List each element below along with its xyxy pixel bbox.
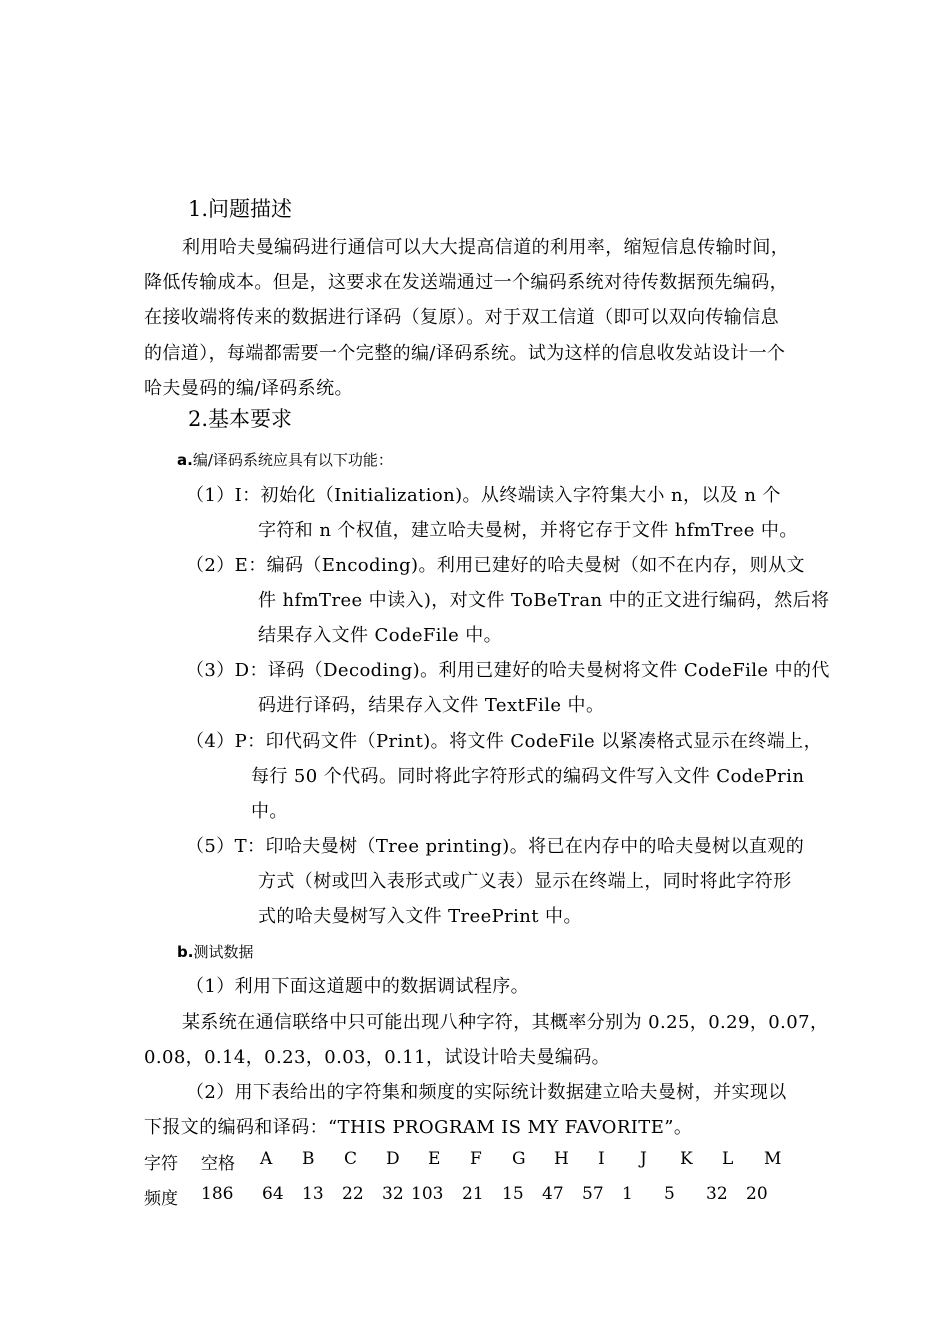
function-item-line: （5）T：印哈夫曼树（Tree printing)。将已在内存中的哈夫曼树以直观的 [186, 836, 805, 857]
function-item-line: （3）D：译码（Decoding)。利用已建好的哈夫曼树将文件 CodeFile 中的代 [186, 660, 830, 681]
function-item-line: （4）P：印代码文件（Print)。将文件 CodeFile 以紧凑格式显示在终端上， [186, 731, 822, 752]
table-cell: D [386, 1149, 400, 1169]
table-cell: L [722, 1149, 734, 1169]
table-cell: 15 [502, 1184, 524, 1204]
paragraph-line: 的信道），每端都需要一个完整的编/译码系统。试为这样的信息收发站设计一个 [144, 343, 786, 364]
table-cell: 186 [201, 1184, 234, 1204]
section-heading-1: 1.问题描述 [188, 197, 293, 221]
table-cell: 64 [262, 1184, 284, 1204]
paragraph-line: 利用哈夫曼编码进行通信可以大大提高信道的利用率，缩短信息传输时间， [182, 237, 790, 258]
function-item-line: （2）E：编码（Encoding)。利用已建好的哈夫曼树（如不在内存，则从文 [186, 555, 805, 576]
paragraph-line: 降低传输成本。但是，这要求在发送端通过一个编码系统对待传数据预先编码， [144, 272, 788, 293]
table-cell: 103 [411, 1184, 444, 1204]
table-cell: G [512, 1149, 526, 1169]
table-cell: 13 [302, 1184, 324, 1204]
table-cell: 20 [746, 1184, 768, 1204]
table-cell: H [554, 1149, 569, 1169]
function-item-line: 中。 [251, 801, 288, 822]
table-cell: 22 [342, 1184, 364, 1204]
table-cell: F [470, 1149, 482, 1169]
function-item-line: 字符和 n 个权值，建立哈夫曼树，并将它存于文件 hfmTree 中。 [258, 520, 798, 541]
table-cell: 空格 [201, 1154, 235, 1174]
section-heading-2: 2.基本要求 [188, 407, 293, 431]
function-item-line: 每行 50 个代码。同时将此字符形式的编码文件写入文件 CodePrin [251, 766, 805, 787]
paragraph-line: 在接收端将传来的数据进行译码（复原）。对于双工信道（即可以双向传输信息 [144, 307, 779, 328]
table-cell: 21 [462, 1184, 484, 1204]
function-item-line: （1）I：初始化（Initialization)。从终端读入字符集大小 n，以及 n 个 [186, 485, 781, 506]
table-cell: 1 [622, 1184, 633, 1204]
table-cell: 32 [382, 1184, 404, 1204]
table-cell: 47 [542, 1184, 564, 1204]
table-cell: K [680, 1149, 693, 1169]
test-line: 下报文的编码和译码：“THIS PROGRAM IS MY FAVORITE”。 [144, 1117, 693, 1138]
subsection-b-label: b. [177, 943, 194, 961]
test-line: （2）用下表给出的字符集和频度的实际统计数据建立哈夫曼树，并实现以 [186, 1082, 787, 1103]
table-cell: C [344, 1149, 358, 1169]
table-cell: 5 [664, 1184, 675, 1204]
subsection-a [177, 449, 393, 470]
subsection-b-text: 测试数据 [193, 943, 254, 961]
table-cell: B [302, 1149, 315, 1169]
test-line: （1）利用下面这道题中的数据调试程序。 [186, 976, 530, 997]
table-cell: M [764, 1149, 782, 1169]
function-item-line: 结果存入文件 CodeFile 中。 [258, 625, 503, 646]
table-cell: 57 [582, 1184, 604, 1204]
table-cell: 频度 [144, 1189, 178, 1209]
table-cell: E [428, 1149, 441, 1169]
test-line: 某系统在通信联络中只可能出现八种字符，其概率分别为 0.25，0.29，0.07， [182, 1012, 829, 1033]
table-cell: 字符 [144, 1154, 178, 1174]
subsection-a-text: 编/译码系统应具有以下功能： [192, 451, 393, 469]
table-cell: I [598, 1149, 605, 1169]
function-item-line: 方式（树或凹入表形式或广义表）显示在终端上，同时将此字符形 [258, 871, 792, 892]
subsection-a-label: a. [177, 451, 193, 469]
test-line: 0.08，0.14，0.23，0.03，0.11，试设计哈夫曼编码。 [144, 1047, 610, 1068]
function-item-line: 式的哈夫曼树写入文件 TreePrint 中。 [258, 906, 582, 927]
subsection-b [177, 941, 253, 962]
table-cell: 32 [706, 1184, 728, 1204]
paragraph-line: 哈夫曼码的编/译码系统。 [144, 378, 353, 399]
function-item-line: 件 hfmTree 中读入)，对文件 ToBeTran 中的正文进行编码，然后将 [258, 590, 830, 611]
table-cell: J [640, 1149, 647, 1169]
table-cell: A [260, 1149, 273, 1169]
function-item-line: 码进行译码，结果存入文件 TextFile 中。 [258, 695, 605, 716]
